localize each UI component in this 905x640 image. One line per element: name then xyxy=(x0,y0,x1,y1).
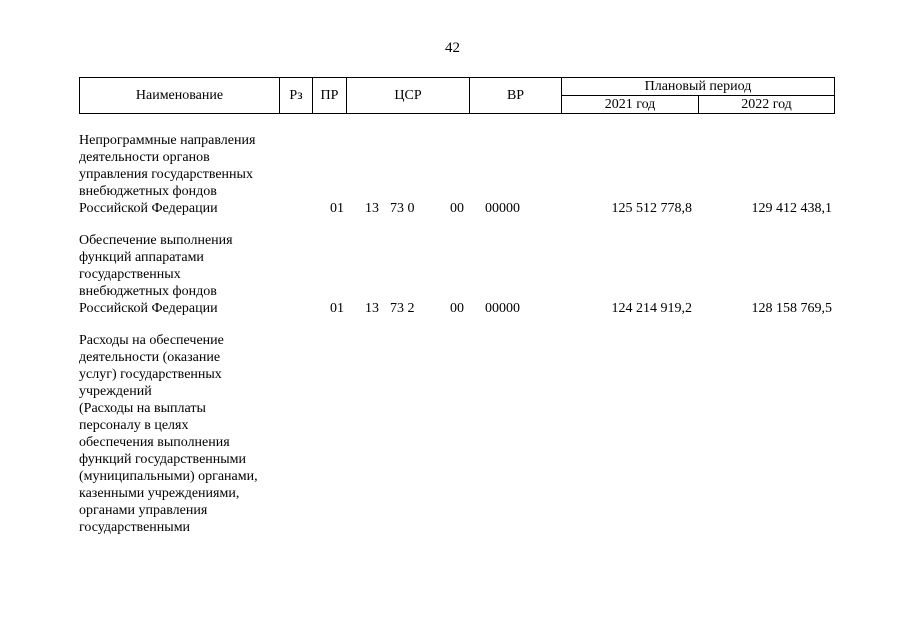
row-2-csr-program: 73 2 xyxy=(390,301,415,316)
page-number: 42 xyxy=(445,40,460,56)
header-name: Наименование xyxy=(80,78,280,114)
row-1-csr-sub: 00 xyxy=(450,201,464,216)
row-2-pr: 13 xyxy=(365,301,379,316)
row-2-name: Обеспечение выполнения функций аппаратами государственных внебюджетных фондов Российской Федерации xyxy=(79,233,233,316)
header-planned-period: Плановый период xyxy=(562,78,835,96)
row-1-2022: 129 412 438,1 xyxy=(751,201,832,216)
row-3-name: Расходы на обеспечение деятельности (оказание услуг) государственных учреждений (Расходы на выплаты персоналу в целях обеспечения выполнения функций государственными (муниципальными) органами, казенными учреждениями, органами управления государственными xyxy=(79,333,258,535)
header-pr: ПР xyxy=(313,78,347,114)
row-2-rz: 01 xyxy=(330,301,344,316)
row-2-csr-sub: 00 xyxy=(450,301,464,316)
header-vr: ВР xyxy=(470,78,562,114)
header-csr: ЦСР xyxy=(347,78,470,114)
row-1-name: Непрограммные направления деятельности органов управления государственных внебюджетных фондов Российской Федерации xyxy=(79,133,256,216)
row-2-2021: 124 214 919,2 xyxy=(611,301,692,316)
row-1-csr-direction: 00000 xyxy=(485,201,520,216)
header-year-2021: 2021 год xyxy=(562,96,699,114)
header-rz: Рз xyxy=(280,78,313,114)
row-1-csr-program: 73 0 xyxy=(390,201,415,216)
header-year-2022: 2022 год xyxy=(699,96,835,114)
row-1-rz: 01 xyxy=(330,201,344,216)
table-header xyxy=(79,77,835,114)
row-2-2022: 128 158 769,5 xyxy=(751,301,832,316)
row-1-2021: 125 512 778,8 xyxy=(611,201,692,216)
row-2-csr-direction: 00000 xyxy=(485,301,520,316)
row-1-pr: 13 xyxy=(365,201,379,216)
